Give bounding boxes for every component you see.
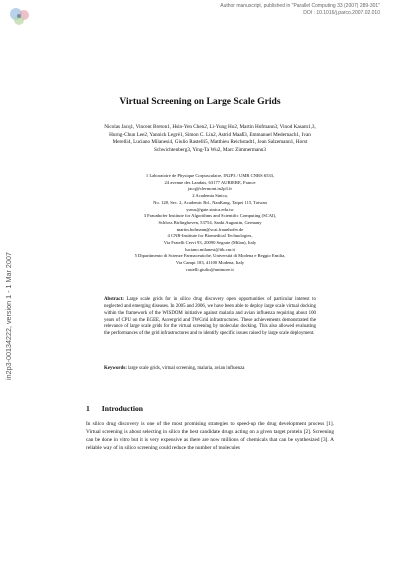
author-list: Nicolas Jacq1, Vincent Breton1, Hsin-Yen Chen2, Li-Yung Ho2, Martin Hofmann3, Vinod Kasam1,3, Hurng-Chun Lee2, Yannick Legré1, Simon C. Lin2, Astrid Maaß3, Emmanuel Medernach1, Ivan Merelli4, Luciano Milanesi4, Giulio Rastelli5, Matthieu Reichstadt1, Jean Salzemann1, Horst Schwichtenberg3, Ying-Ta Wu2, Marc Zimmermann3 [104, 124, 316, 153]
affiliation-line: 2 Academia Sinica, [192, 193, 228, 199]
archive-id-stamp: in2p3-00134222, version 1 - 1 Mar 2007 [4, 252, 13, 380]
hal-logo-icon [7, 5, 35, 29]
affiliation-line: Via Campi 183, 41100 Modena, Italy [175, 260, 245, 266]
affiliation-line: Schloss Birlinghoven, 53754, Sankt Augustin, Germany [158, 219, 262, 225]
affiliation-line: 4 CNR-Institute for Biomedical Technologies, [167, 233, 253, 239]
affiliation-line: 1 Laboratoire de Physique Corpusculaire, IN2P3 / UMR CNRS 6533, [145, 173, 275, 178]
publication-note: Author manuscript, published in "Parallel Computing 33 (2007) 289-301" [220, 3, 380, 9]
affiliations [110, 173, 310, 274]
affiliation-line: rastelli.giulio@unimore.it [186, 266, 234, 272]
affiliation-line: luciano.milanesi@itb.cnr.it [185, 246, 235, 252]
abstract-text: Large scale grids for in silico drug discovery open opportunities of particular interest to neglected and emerging diseases. In 2005 and 2006, we have been able to deploy large scale virtual docking within the framework of the WISDOM initiative against malaria and avian influenza requiring about 100 years of CPU on the EGEE, Auvergrid and TWGrid infrastructures. These achievements demonstrated the relevance of large scale grids for the virtual screening by molecular docking. This also allowed evaluating the performances of the grid infrastructures and to identify specific issues raised by large scale deployment. [104, 297, 316, 337]
affiliation-line: 3 Fraunhofer Institute for Algorithms and Scientific Computing (SCAI), [143, 213, 277, 219]
affiliation-line: 24 avenue des Landais, 63177 AUBIERE, France [164, 179, 256, 185]
keywords [104, 366, 316, 373]
affiliation-line: jacq@clermont.in2p3.fr [187, 186, 233, 192]
affiliation-line: martin.hofmann@scai.fraunhofer.de [176, 226, 244, 232]
manuscript-header [130, 3, 380, 16]
abstract [104, 297, 316, 338]
abstract-label: Abstract: [104, 297, 124, 302]
introduction-paragraph: In silico drug discovery is one of the most promising strategies to speed-up the drug development process [1]. Virtual screening is about selecting in silico the best candidate drugs acting on a given target protein [2]. Screening can be done in vitro but it is very expensive as there are now millions of chemicals that can be synthesized [3]. A reliable way of in silico screening could reduce the number of molecules [86, 421, 334, 452]
keywords-text: large scale grids, virtual screening, malaria, avian influenza [126, 366, 245, 371]
section-heading [86, 404, 143, 413]
paper-title: Virtual Screening on Large Scale Grids [119, 96, 281, 107]
affiliation-line: yuwu@gate.sinica.edu.tw [186, 206, 234, 212]
affiliation-line: No. 128, Sec. 2, Academic Rd., NanKang, Taipei 115, Taiwan [153, 199, 267, 205]
doi-line: DOI : 10.1016/j.parco.2007.02.010 [303, 9, 380, 16]
section-title: Introduction [101, 404, 144, 413]
affiliation-line: Via Fratelli Cervi 93, 20090 Segrate (Milan), Italy [163, 240, 257, 246]
affiliation-line: 5 Dipartimento di Scienze Farmaceutiche, Università di Modena e Reggio Emilia, [134, 253, 286, 259]
section-number: 1 [86, 404, 90, 413]
keywords-label: Keywords: [104, 366, 127, 371]
